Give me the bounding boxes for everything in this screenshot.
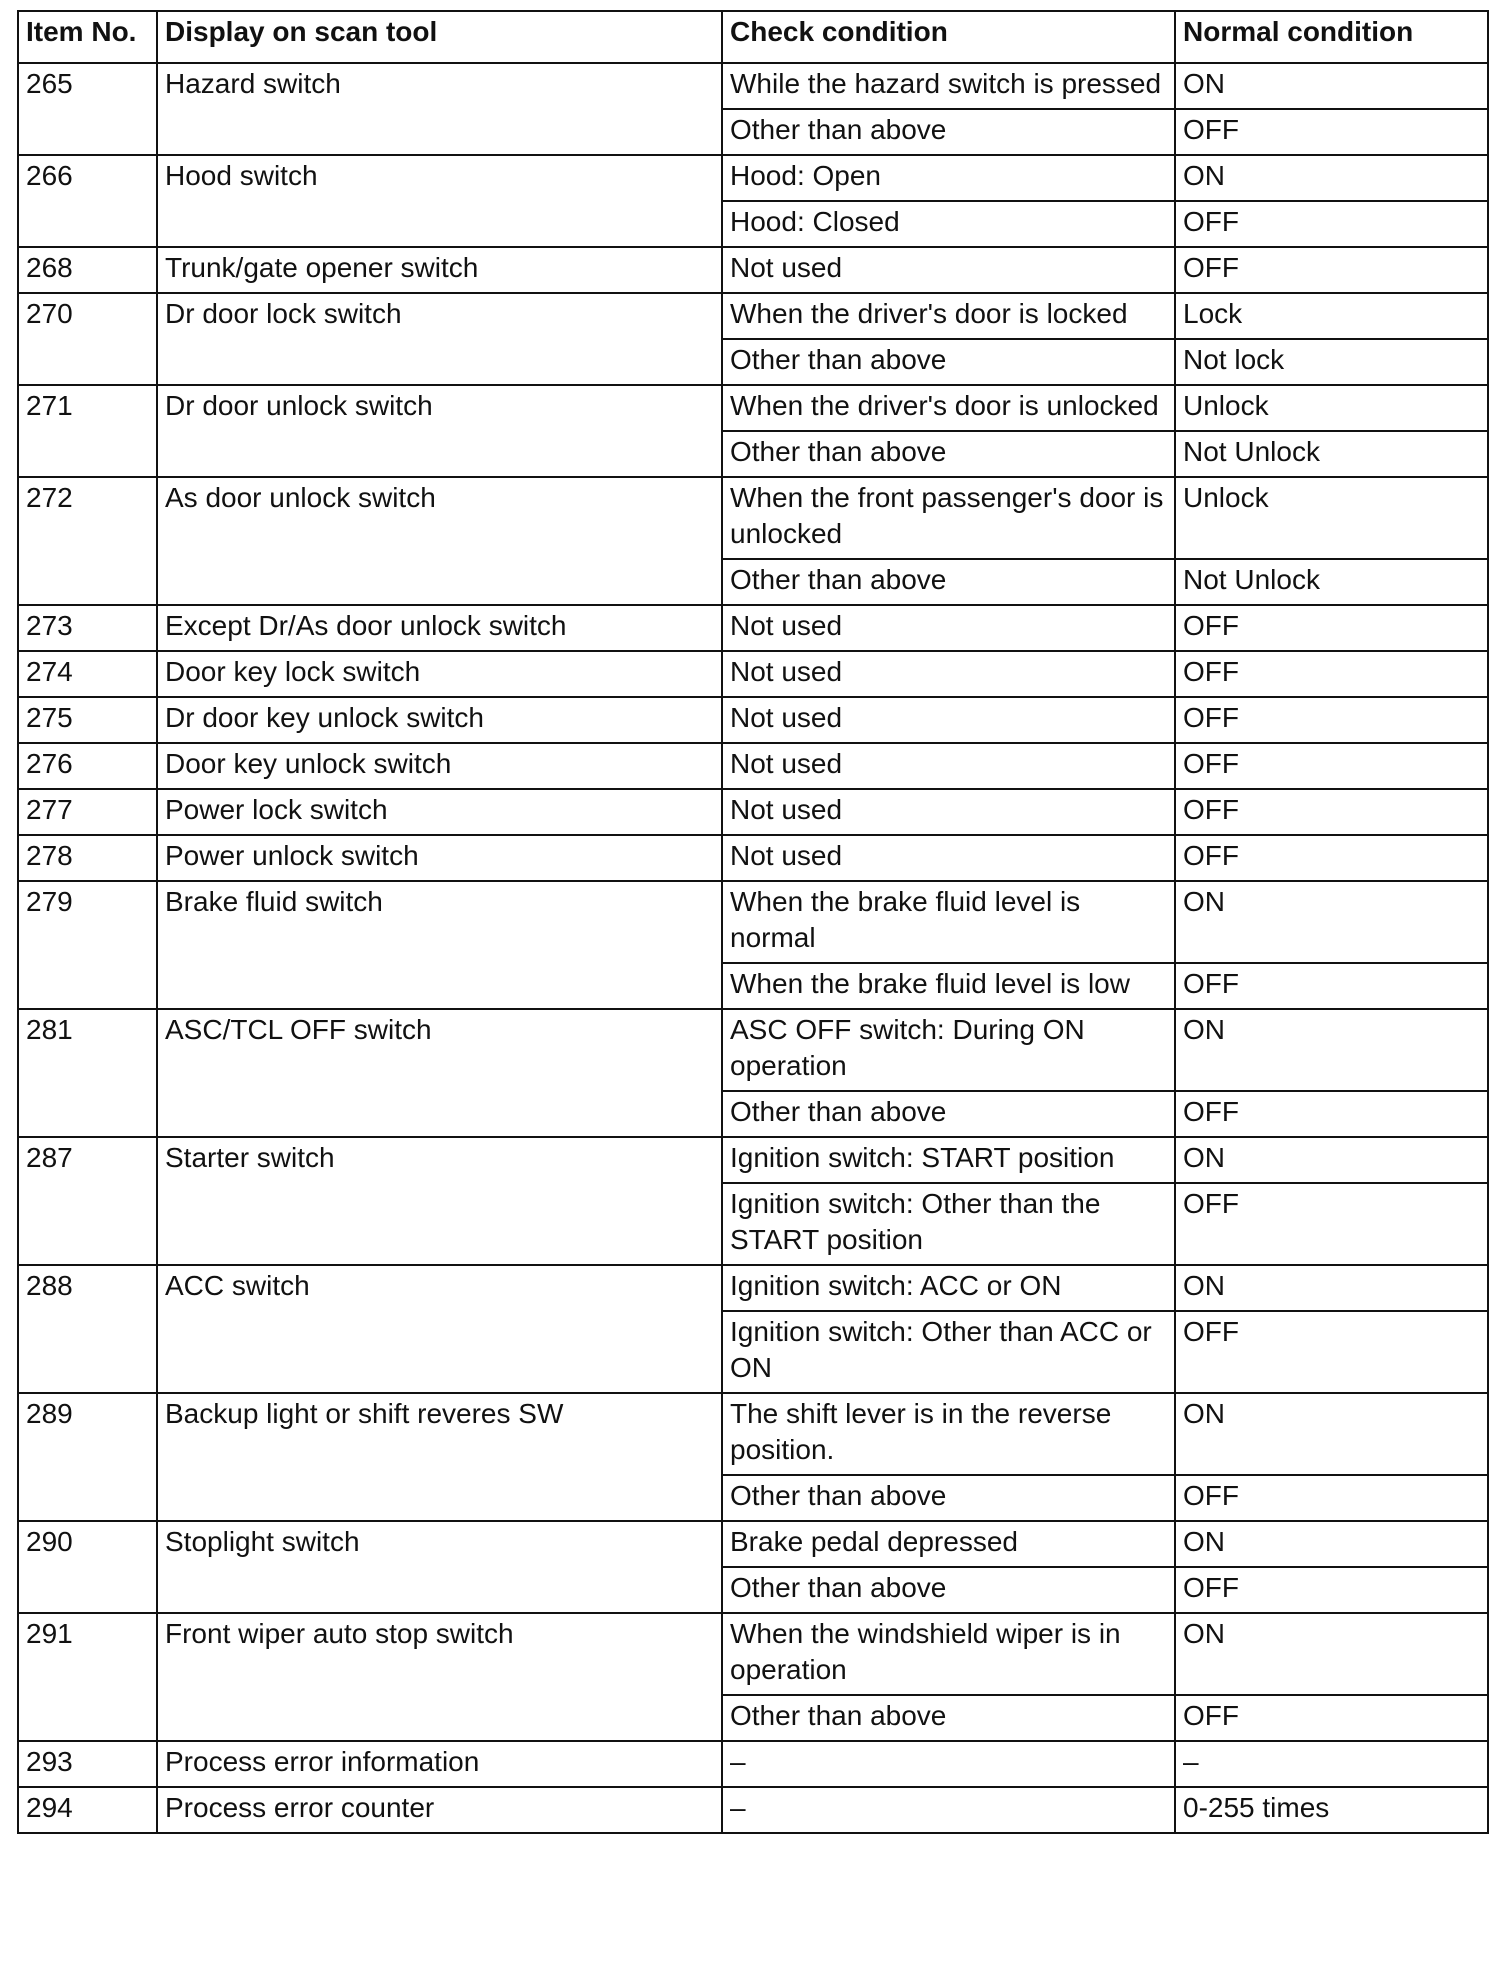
check-condition-cell: Other than above <box>722 1695 1175 1741</box>
table-row <box>18 385 1488 431</box>
normal-condition-cell: Not Unlock <box>1175 431 1488 477</box>
item-number-cell: 265 <box>18 63 157 155</box>
check-condition-cell: Other than above <box>722 1567 1175 1613</box>
item-number-cell: 294 <box>18 1787 157 1833</box>
check-condition-cell: Ignition switch: START position <box>722 1137 1175 1183</box>
item-number-cell: 275 <box>18 697 157 743</box>
item-number-cell: 278 <box>18 835 157 881</box>
normal-condition-cell: OFF <box>1175 201 1488 247</box>
normal-condition-cell: OFF <box>1175 1695 1488 1741</box>
table-row <box>18 651 1488 697</box>
table-row <box>18 1787 1488 1833</box>
normal-condition-cell: – <box>1175 1741 1488 1787</box>
table-row <box>18 293 1488 339</box>
normal-condition-cell: OFF <box>1175 109 1488 155</box>
check-condition-cell: When the front passenger's door is unlocked <box>722 477 1175 559</box>
table-row <box>18 697 1488 743</box>
normal-condition-cell: Lock <box>1175 293 1488 339</box>
display-name-cell: Process error counter <box>157 1787 722 1833</box>
table-row <box>18 1137 1488 1183</box>
check-condition-cell: Not used <box>722 605 1175 651</box>
display-name-cell: Stoplight switch <box>157 1521 722 1613</box>
check-condition-cell: ASC OFF switch: During ON operation <box>722 1009 1175 1091</box>
data-list-table <box>17 10 1489 1834</box>
display-name-cell: Trunk/gate opener switch <box>157 247 722 293</box>
normal-condition-cell: OFF <box>1175 1311 1488 1393</box>
check-condition-cell: Other than above <box>722 109 1175 155</box>
item-number-cell: 289 <box>18 1393 157 1521</box>
header-item-no: Item No. <box>18 11 157 63</box>
check-condition-cell: Brake pedal depressed <box>722 1521 1175 1567</box>
normal-condition-cell: OFF <box>1175 247 1488 293</box>
header-check-condition: Check condition <box>722 11 1175 63</box>
table-row <box>18 835 1488 881</box>
check-condition-cell: Other than above <box>722 1475 1175 1521</box>
display-name-cell: Hazard switch <box>157 63 722 155</box>
table-row <box>18 1613 1488 1695</box>
normal-condition-cell: OFF <box>1175 1475 1488 1521</box>
normal-condition-cell: OFF <box>1175 963 1488 1009</box>
table-body <box>18 63 1488 1833</box>
display-name-cell: Dr door key unlock switch <box>157 697 722 743</box>
table-row <box>18 1393 1488 1475</box>
item-number-cell: 268 <box>18 247 157 293</box>
check-condition-cell: Not used <box>722 651 1175 697</box>
header-row <box>18 11 1488 63</box>
item-number-cell: 274 <box>18 651 157 697</box>
item-number-cell: 287 <box>18 1137 157 1265</box>
check-condition-cell: Ignition switch: Other than the START position <box>722 1183 1175 1265</box>
normal-condition-cell: OFF <box>1175 605 1488 651</box>
check-condition-cell: Ignition switch: Other than ACC or ON <box>722 1311 1175 1393</box>
item-number-cell: 279 <box>18 881 157 1009</box>
item-number-cell: 281 <box>18 1009 157 1137</box>
display-name-cell: Process error information <box>157 1741 722 1787</box>
normal-condition-cell: OFF <box>1175 651 1488 697</box>
check-condition-cell: – <box>722 1741 1175 1787</box>
check-condition-cell: Other than above <box>722 339 1175 385</box>
check-condition-cell: While the hazard switch is pressed <box>722 63 1175 109</box>
table-row <box>18 63 1488 109</box>
normal-condition-cell: Not Unlock <box>1175 559 1488 605</box>
table-row <box>18 743 1488 789</box>
header-normal-condition: Normal condition <box>1175 11 1488 63</box>
display-name-cell: ASC/TCL OFF switch <box>157 1009 722 1137</box>
item-number-cell: 276 <box>18 743 157 789</box>
display-name-cell: Door key lock switch <box>157 651 722 697</box>
check-condition-cell: Not used <box>722 789 1175 835</box>
check-condition-cell: When the driver's door is unlocked <box>722 385 1175 431</box>
display-name-cell: Except Dr/As door unlock switch <box>157 605 722 651</box>
table-row <box>18 605 1488 651</box>
item-number-cell: 271 <box>18 385 157 477</box>
check-condition-cell: Hood: Open <box>722 155 1175 201</box>
item-number-cell: 272 <box>18 477 157 605</box>
check-condition-cell: When the brake fluid level is normal <box>722 881 1175 963</box>
display-name-cell: Hood switch <box>157 155 722 247</box>
table-row <box>18 477 1488 559</box>
normal-condition-cell: ON <box>1175 63 1488 109</box>
check-condition-cell: Not used <box>722 697 1175 743</box>
normal-condition-cell: OFF <box>1175 789 1488 835</box>
display-name-cell: Front wiper auto stop switch <box>157 1613 722 1741</box>
check-condition-cell: Hood: Closed <box>722 201 1175 247</box>
check-condition-cell: When the brake fluid level is low <box>722 963 1175 1009</box>
table-row <box>18 155 1488 201</box>
check-condition-cell: When the windshield wiper is in operation <box>722 1613 1175 1695</box>
table-row <box>18 247 1488 293</box>
item-number-cell: 277 <box>18 789 157 835</box>
normal-condition-cell: ON <box>1175 1137 1488 1183</box>
normal-condition-cell: OFF <box>1175 1183 1488 1265</box>
normal-condition-cell: 0-255 times <box>1175 1787 1488 1833</box>
item-number-cell: 293 <box>18 1741 157 1787</box>
normal-condition-cell: ON <box>1175 1613 1488 1695</box>
display-name-cell: Door key unlock switch <box>157 743 722 789</box>
item-number-cell: 290 <box>18 1521 157 1613</box>
header-display: Display on scan tool <box>157 11 722 63</box>
display-name-cell: ACC switch <box>157 1265 722 1393</box>
table-row <box>18 789 1488 835</box>
check-condition-cell: – <box>722 1787 1175 1833</box>
check-condition-cell: Other than above <box>722 431 1175 477</box>
table-row <box>18 1265 1488 1311</box>
normal-condition-cell: OFF <box>1175 1567 1488 1613</box>
item-number-cell: 270 <box>18 293 157 385</box>
display-name-cell: As door unlock switch <box>157 477 722 605</box>
display-name-cell: Backup light or shift reveres SW <box>157 1393 722 1521</box>
check-condition-cell: The shift lever is in the reverse position. <box>722 1393 1175 1475</box>
table-row <box>18 1009 1488 1091</box>
normal-condition-cell: ON <box>1175 1265 1488 1311</box>
display-name-cell: Power lock switch <box>157 789 722 835</box>
item-number-cell: 273 <box>18 605 157 651</box>
check-condition-cell: Other than above <box>722 1091 1175 1137</box>
item-number-cell: 266 <box>18 155 157 247</box>
item-number-cell: 291 <box>18 1613 157 1741</box>
check-condition-cell: Not used <box>722 743 1175 789</box>
normal-condition-cell: Not lock <box>1175 339 1488 385</box>
check-condition-cell: Ignition switch: ACC or ON <box>722 1265 1175 1311</box>
normal-condition-cell: OFF <box>1175 835 1488 881</box>
check-condition-cell: Not used <box>722 835 1175 881</box>
normal-condition-cell: OFF <box>1175 743 1488 789</box>
table-row <box>18 881 1488 963</box>
display-name-cell: Dr door unlock switch <box>157 385 722 477</box>
table-row <box>18 1741 1488 1787</box>
check-condition-cell: Other than above <box>722 559 1175 605</box>
item-number-cell: 288 <box>18 1265 157 1393</box>
normal-condition-cell: OFF <box>1175 1091 1488 1137</box>
display-name-cell: Dr door lock switch <box>157 293 722 385</box>
table-row <box>18 1521 1488 1567</box>
normal-condition-cell: Unlock <box>1175 477 1488 559</box>
normal-condition-cell: Unlock <box>1175 385 1488 431</box>
check-condition-cell: When the driver's door is locked <box>722 293 1175 339</box>
normal-condition-cell: ON <box>1175 155 1488 201</box>
normal-condition-cell: ON <box>1175 1521 1488 1567</box>
normal-condition-cell: OFF <box>1175 697 1488 743</box>
normal-condition-cell: ON <box>1175 881 1488 963</box>
display-name-cell: Starter switch <box>157 1137 722 1265</box>
display-name-cell: Power unlock switch <box>157 835 722 881</box>
display-name-cell: Brake fluid switch <box>157 881 722 1009</box>
check-condition-cell: Not used <box>722 247 1175 293</box>
normal-condition-cell: ON <box>1175 1009 1488 1091</box>
normal-condition-cell: ON <box>1175 1393 1488 1475</box>
